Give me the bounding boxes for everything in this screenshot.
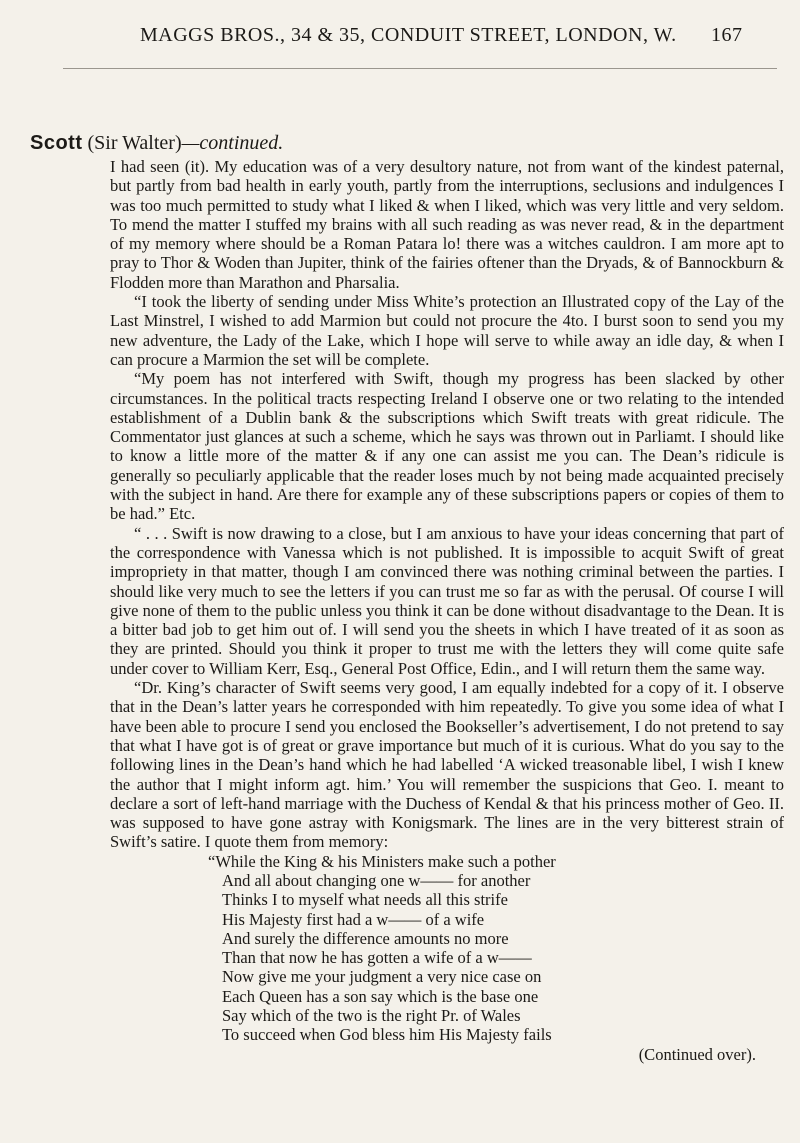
verse-line: His Majesty first had a w—— of a wife (222, 909, 485, 929)
page-number: 167 (711, 24, 743, 46)
verse-line: Each Queen has a son say which is the base one (222, 986, 539, 1006)
paragraph: “I took the liberty of sending under Miss White’s protection an Illustrated copy of the Lay of the Last Minstrel, I wished to add Marmion but could not procure the 4to. I burst soon to send you my new adventure, the Lady of the Lake, which I hope will serve to while away an idle day, & when I can procure a Marmion the set will be complete. (110, 292, 784, 369)
verse-quotation (208, 851, 784, 1045)
header-rule (63, 68, 777, 69)
verse-line: Than that now he has gotten a wife of a w—— (222, 948, 532, 968)
letter-text (110, 157, 784, 1064)
paragraph: I had seen (it). My education was of a very desultory nature, not from want of the kindest paternal, but partly from bad health in early youth, partly from the interruptions, seclusions and indulgences I was too much permitted to study what I liked & when I liked, which was very little and very seldom. To mend the matter I stuffed my brains with all such reading as was never read, & in the department of my memory where should be a Roman Patara lo! there was a witches cauldron. I am more apt to pray to Thor & Woden than Jupiter, think of the fairies oftener than the Dryads, & of Bannockburn & Flodden more than Marathon and Pharsalia. (110, 157, 784, 292)
entry-surname: Scott (30, 132, 83, 154)
entry-heading (30, 132, 283, 155)
running-head-title: MAGGS BROS., 34 & 35, CONDUIT STREET, LONDON, W. (140, 24, 677, 46)
paragraph: “ . . . Swift is now drawing to a close, but I am anxious to have your ideas concerning that part of the correspondence with Vanessa which is not published. It is impossible to acquit Swift of great impropriety in that matter, though I am convinced there was nothing criminal between the parties. I should like very much to see the letters if you can trust me so far as with the perusal. Of course I will give none of them to the public unless you think it can be done without disadvantage to the Dean. It is a bitter bad job to get him out of. I will send you the sheets in which I have treated of it as soon as they are printed. Should you think it proper to trust me with the letters they will come quite safe under cover to William Kerr, Esq., General Post Office, Edin., and I will return them the same way. (110, 523, 784, 678)
continued-note: (Continued over). (638, 1044, 756, 1064)
paragraph: “My poem has not interfered with Swift, though my progress has been slacked by other circumstances. In the political tracts respecting Ireland I observe one or two relating to the intended establishment of a Dublin bank & the subscriptions which Swift treats with great ridicule. The Commentator just glances at such a scheme, which he says was thrown out in Parliamt. I should like to know a little more of the matter & if any one can assist me you can. The Dean’s ridicule is generally so peculiarly applicable that the reader loses much by not being made acquainted precisely with the subject in hand. Are there for example any of these subscriptions papers or copies of them to be had.” Etc. (110, 369, 784, 524)
verse-line: To succeed when God bless him His Majesty fails (222, 1025, 552, 1045)
verse-line: Now give me your judgment a very nice case on (222, 967, 542, 987)
paragraph: “Dr. King’s character of Swift seems very good, I am equally indebted for a copy of it. I observe that in the Dean’s latter years he corresponded with him repeatedly. To give you some idea of what I have been able to procure I send you enclosed the Bookseller’s advertisement, I do not pretend to say that what I have got is of great or grave importance but much of it is curious. What do you say to the following lines in the Dean’s hand which he had labelled ‘A wicked treasonable libel, I wish I knew the author that I might inform agt. him.’ You will remember the suspicions that Geo. I. meant to declare a sort of left-hand marriage with the Duchess of Kendal & that his princess mother of Geo. II. was supposed to have gone astray with Konigsmark. The lines are in the very bitterest strain of Swift’s satire. I quote them from memory: (110, 678, 784, 852)
verse-line: And surely the difference amounts no more (222, 928, 509, 948)
verse-line: And all about changing one w—— for another (222, 870, 531, 890)
verse-line: Say which of the two is the right Pr. of Wales (222, 1006, 521, 1026)
verse-line: Thinks I to myself what needs all this strife (222, 890, 508, 910)
entry-continued-label: —continued. (181, 132, 284, 154)
verse-line: “While the King & his Ministers make such a pother (208, 851, 556, 871)
entry-forename: (Sir Walter) (87, 132, 182, 154)
